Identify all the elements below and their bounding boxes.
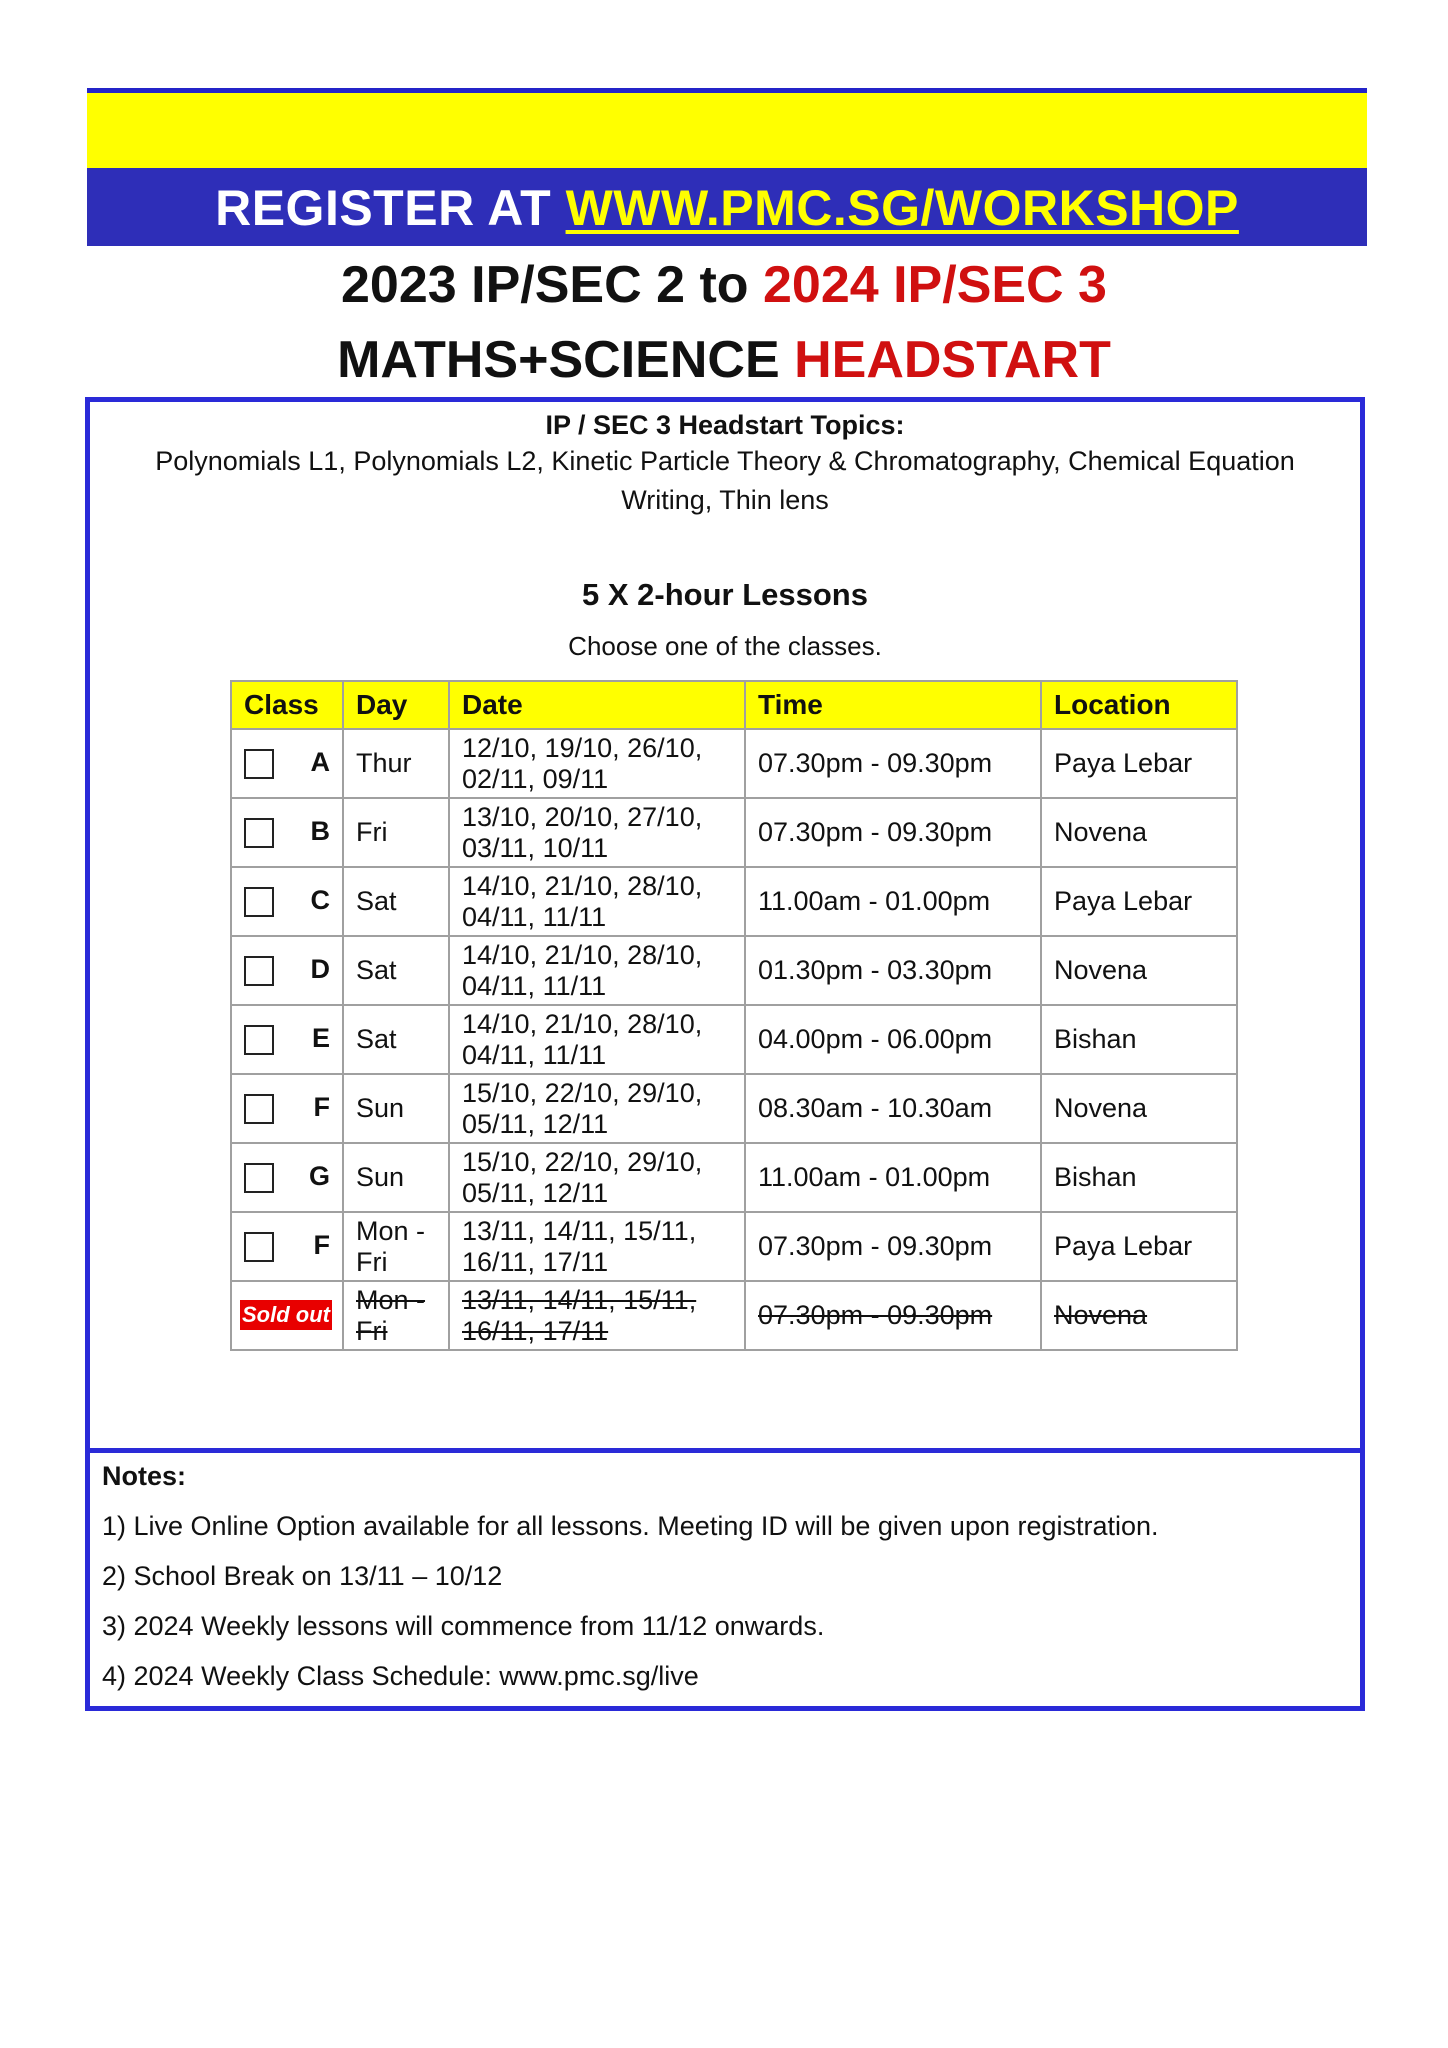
date-line-1: 14/10, 21/10, 28/10,	[462, 1008, 703, 1039]
day-line-2: Fri	[356, 1315, 388, 1346]
time-cell: 07.30pm - 09.30pm	[745, 1212, 1041, 1281]
note-item: 1) Live Online Option available for all lessons. Meeting ID will be given upon registration.	[102, 1511, 1159, 1541]
title-line-2	[0, 330, 1448, 390]
day-cell: Thur	[343, 729, 449, 798]
date-cell	[449, 1074, 745, 1143]
class-f-checkbox[interactable]	[244, 1094, 274, 1124]
date-cell	[449, 1281, 745, 1350]
date-line-2: 03/11, 10/11	[462, 832, 609, 863]
class-letter: C	[310, 885, 330, 915]
class-g-checkbox[interactable]	[244, 1163, 274, 1193]
header-time: Time	[745, 681, 1041, 729]
title-line-2-black: MATHS+SCIENCE	[337, 331, 795, 389]
table-row	[231, 1074, 1237, 1143]
class-letter: G	[308, 1161, 330, 1191]
class-cell	[231, 1005, 343, 1074]
class-cell	[231, 1281, 343, 1350]
day-line-2: Fri	[356, 1246, 388, 1277]
date-cell	[449, 936, 745, 1005]
date-line-1: 14/10, 21/10, 28/10,	[462, 870, 703, 901]
table-row	[231, 936, 1237, 1005]
note-item: 4) 2024 Weekly Class Schedule: www.pmc.sg/live	[102, 1661, 699, 1691]
table-header-row	[231, 681, 1237, 729]
header-day: Day	[343, 681, 449, 729]
date-line-2: 05/11, 12/11	[462, 1177, 609, 1208]
class-cell	[231, 867, 343, 936]
table-row	[231, 1005, 1237, 1074]
date-line-2: 05/11, 12/11	[462, 1108, 609, 1139]
title-line-1-red: 2024 IP/SEC 3	[762, 256, 1107, 314]
header-class: Class	[231, 681, 343, 729]
class-cell	[231, 798, 343, 867]
location-cell: Novena	[1041, 798, 1237, 867]
lessons-heading: 5 X 2-hour Lessons	[582, 577, 868, 612]
table-row-sold-out	[231, 1281, 1237, 1350]
banner-yellow-band	[87, 88, 1367, 168]
notes-heading: Notes:	[102, 1461, 187, 1491]
date-cell	[449, 1143, 745, 1212]
topics-list: Polynomials L1, Polynomials L2, Kinetic Particle Theory & Chromatography, Chemical Equation Writing, Thin lens	[155, 446, 1295, 515]
note-item: 3) 2024 Weekly lessons will commence from 11/12 onwards.	[102, 1611, 825, 1641]
date-line-1: 15/10, 22/10, 29/10,	[462, 1077, 703, 1108]
header-location: Location	[1041, 681, 1237, 729]
register-banner	[87, 88, 1367, 246]
location-cell: Paya Lebar	[1041, 867, 1237, 936]
class-letter: A	[310, 747, 330, 777]
class-e-checkbox[interactable]	[244, 1025, 274, 1055]
class-b-checkbox[interactable]	[244, 818, 274, 848]
class-cell	[231, 1212, 343, 1281]
header-date: Date	[449, 681, 745, 729]
time-cell: 11.00am - 01.00pm	[745, 1143, 1041, 1212]
class-letter: F	[313, 1230, 330, 1260]
class-a-checkbox[interactable]	[244, 749, 274, 779]
class-letter: E	[311, 1023, 330, 1053]
class-c-checkbox[interactable]	[244, 887, 274, 917]
location-cell: Bishan	[1041, 1143, 1237, 1212]
day-line-1: Mon -	[356, 1215, 426, 1246]
location-cell: Novena	[1041, 1281, 1237, 1350]
banner-register-prefix: REGISTER AT	[215, 180, 566, 236]
location-cell: Novena	[1041, 1074, 1237, 1143]
class-letter: F	[313, 1092, 330, 1122]
banner-register-line	[87, 168, 1367, 246]
date-line-1: 13/10, 20/10, 27/10,	[462, 801, 703, 832]
day-cell: Sun	[343, 1143, 449, 1212]
note-item: 2) School Break on 13/11 – 10/12	[102, 1561, 503, 1591]
date-line-1: 12/10, 19/10, 26/10,	[462, 732, 703, 763]
date-line-1: 13/11, 14/11, 15/11,	[462, 1215, 697, 1246]
day-cell	[343, 1281, 449, 1350]
date-line-2: 16/11, 17/11	[462, 1315, 609, 1346]
class-d-checkbox[interactable]	[244, 956, 274, 986]
date-line-2: 04/11, 11/11	[462, 970, 607, 1001]
title-line-2-red: HEADSTART	[794, 331, 1111, 389]
topics-heading: IP / SEC 3 Headstart Topics:	[545, 410, 905, 440]
date-line-2: 04/11, 11/11	[462, 1039, 607, 1070]
title-line-1-black: 2023 IP/SEC 2 to	[341, 256, 763, 314]
day-line-1: Mon -	[356, 1284, 426, 1315]
day-cell: Fri	[343, 798, 449, 867]
sold-out-badge: Sold out	[240, 1300, 332, 1330]
location-cell: Paya Lebar	[1041, 1212, 1237, 1281]
table-row	[231, 1212, 1237, 1281]
title-line-1	[0, 255, 1448, 315]
date-cell	[449, 1005, 745, 1074]
location-cell: Paya Lebar	[1041, 729, 1237, 798]
class-cell	[231, 1143, 343, 1212]
class-f-weekday-checkbox[interactable]	[244, 1232, 274, 1262]
date-line-1: 14/10, 21/10, 28/10,	[462, 939, 703, 970]
time-cell: 11.00am - 01.00pm	[745, 867, 1041, 936]
class-cell	[231, 729, 343, 798]
day-cell: Sat	[343, 936, 449, 1005]
day-cell: Sat	[343, 1005, 449, 1074]
time-cell: 07.30pm - 09.30pm	[745, 1281, 1041, 1350]
lessons-subheading: Choose one of the classes.	[568, 631, 882, 661]
table-row	[231, 867, 1237, 936]
table-row	[231, 729, 1237, 798]
table-row	[231, 798, 1237, 867]
time-cell: 07.30pm - 09.30pm	[745, 729, 1041, 798]
topics-panel	[85, 397, 1365, 522]
time-cell: 01.30pm - 03.30pm	[745, 936, 1041, 1005]
location-cell: Novena	[1041, 936, 1237, 1005]
day-cell: Sat	[343, 867, 449, 936]
time-cell: 04.00pm - 06.00pm	[745, 1005, 1041, 1074]
lessons-panel	[85, 517, 1365, 1454]
date-line-2: 04/11, 11/11	[462, 901, 607, 932]
location-cell: Bishan	[1041, 1005, 1237, 1074]
schedule-table	[230, 680, 1238, 1351]
date-cell	[449, 798, 745, 867]
date-line-2: 16/11, 17/11	[462, 1246, 609, 1277]
time-cell: 07.30pm - 09.30pm	[745, 798, 1041, 867]
class-cell	[231, 936, 343, 1005]
notes-panel	[85, 1448, 1365, 1711]
day-cell	[343, 1212, 449, 1281]
class-cell	[231, 1074, 343, 1143]
table-row	[231, 1143, 1237, 1212]
date-line-2: 02/11, 09/11	[462, 763, 609, 794]
date-cell	[449, 867, 745, 936]
time-cell: 08.30am - 10.30am	[745, 1074, 1041, 1143]
class-letter: B	[310, 816, 330, 846]
day-cell: Sun	[343, 1074, 449, 1143]
date-cell	[449, 729, 745, 798]
date-line-1: 13/11, 14/11, 15/11,	[462, 1284, 697, 1315]
class-letter: D	[310, 954, 330, 984]
register-url-link[interactable]: WWW.PMC.SG/WORKSHOP	[565, 180, 1239, 236]
date-line-1: 15/10, 22/10, 29/10,	[462, 1146, 703, 1177]
date-cell	[449, 1212, 745, 1281]
